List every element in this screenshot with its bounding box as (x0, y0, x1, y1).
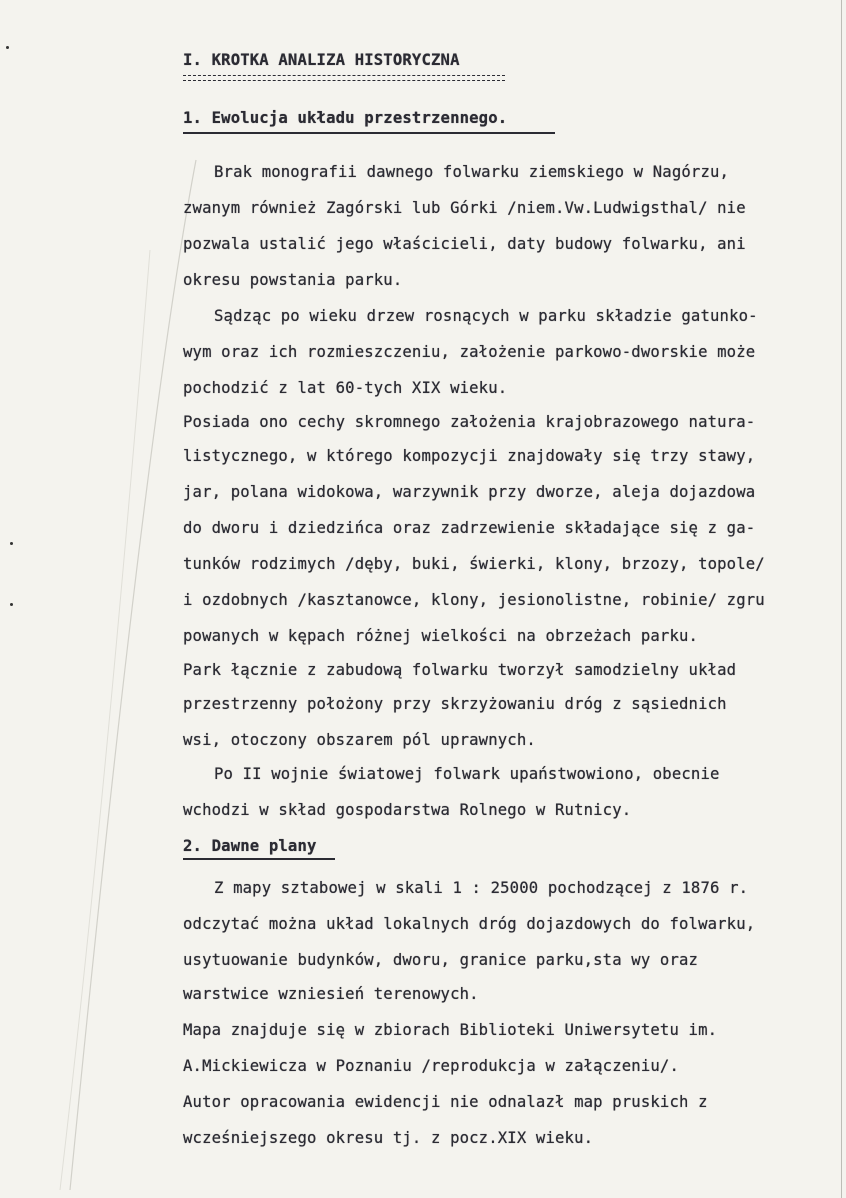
section-2-underline (183, 858, 335, 860)
text-line: jar, polana widokowa, warzywnik przy dworze, aleja dojazdowa (183, 483, 756, 501)
text-line: Sądząc po wieku drzew rosnących w parku składzie gatunko- (214, 307, 758, 325)
text-line: Po II wojnie światowej folwark upaństwowiono, obecnie (214, 765, 720, 783)
paper-edge (841, 0, 842, 1198)
section-2-title: 2. Dawne plany (183, 837, 317, 855)
text-line: powanych w kępach różnej wielkości na obrzeżach parku. (183, 627, 699, 645)
text-line: Brak monografii dawnego folwarku ziemskiego w Nagórzu, (214, 163, 730, 181)
section-1-title: 1. Ewolucja układu przestrzennego. (183, 109, 508, 127)
text-line: Z mapy sztabowej w skali 1 : 25000 pochodzącej z 1876 r. (214, 879, 749, 897)
text-line: do dworu i dziedzińca oraz zadrzewienie składające się z ga- (183, 519, 756, 537)
document-heading: I. KROTKA ANALIZA HISTORYCZNA (183, 51, 460, 69)
text-line: tunków rodzimych /dęby, buki, świerki, klony, brzozy, topole/ (183, 555, 765, 573)
text-line: pozwala ustalić jego właścicieli, daty budowy folwarku, ani (183, 235, 746, 253)
text-line: przestrzenny położony przy skrzyżowaniu dróg z sąsiednich (183, 695, 727, 713)
text-line: wchodzi w skład gospodarstwa Rolnego w Rutnicy. (183, 801, 632, 819)
text-line: Park łącznie z zabudową folwarku tworzył samodzielny układ (183, 661, 737, 679)
text-line: Mapa znajduje się w zbiorach Biblioteki Uniwersytetu im. (183, 1021, 718, 1039)
punch-mark (6, 46, 9, 49)
section-1-underline (183, 132, 555, 134)
punch-mark (10, 603, 13, 606)
punch-mark (10, 542, 13, 545)
heading-double-underline (183, 75, 505, 81)
text-line: usytuowanie budynków, dworu, granice parku,sta wy oraz (183, 951, 699, 969)
text-line: zwanym również Zagórski lub Górki /niem.Vw.Ludwigsthal/ nie (183, 199, 746, 217)
text-line: Autor opracowania ewidencji nie odnalazł map pruskich z (183, 1093, 708, 1111)
text-line: okresu powstania parku. (183, 271, 403, 289)
text-line: listycznego, w którego kompozycji znajdowały się trzy stawy, (183, 447, 756, 465)
text-line: A.Mickiewicza w Poznaniu /reprodukcja w załączeniu/. (183, 1057, 679, 1075)
text-line: odczytać można układ lokalnych dróg dojazdowych do folwarku, (183, 915, 756, 933)
text-line: wsi, otoczony obszarem pól uprawnych. (183, 731, 536, 749)
text-line: pochodzić z lat 60-tych XIX wieku. (183, 379, 508, 397)
text-line: wcześniejszego okresu tj. z pocz.XIX wieku. (183, 1129, 594, 1147)
text-line: Posiada ono cechy skromnego założenia krajobrazowego natura- (183, 413, 756, 431)
text-line: i ozdobnych /kasztanowce, klony, jesionolistne, robinie/ zgru (183, 591, 765, 609)
text-line: warstwice wzniesień terenowych. (183, 985, 479, 1003)
text-line: wym oraz ich rozmieszczeniu, założenie parkowo-dworskie może (183, 343, 756, 361)
